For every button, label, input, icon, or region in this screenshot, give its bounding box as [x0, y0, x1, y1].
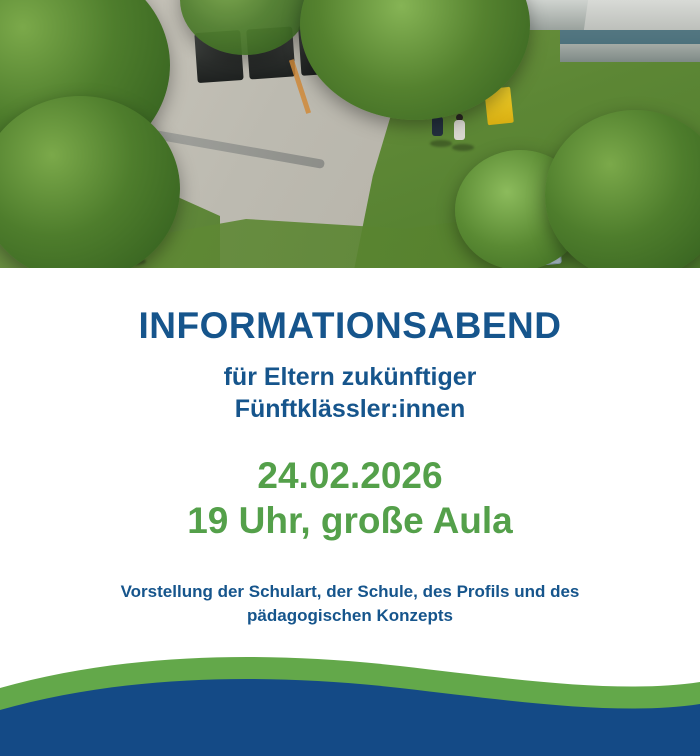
person-body [432, 116, 443, 136]
person-figure [454, 114, 465, 140]
footer-wave [0, 644, 700, 756]
event-date: 24.02.2026 [257, 454, 443, 496]
person-shadow [430, 140, 452, 147]
person-body [454, 120, 465, 140]
subtitle-line-1: für Eltern zukünftiger [223, 362, 477, 391]
event-description-line-2: pädagogischen Konzepts [247, 606, 453, 626]
event-description [70, 580, 630, 629]
event-description-line-1: Vorstellung der Schulart, der Schule, des Profils und des [120, 581, 580, 601]
subtitle [0, 361, 700, 425]
building-roof [560, 30, 700, 44]
footer-wave-graphic [0, 644, 700, 756]
event-time-location: 19 Uhr, große Aula [187, 500, 513, 542]
page-title: INFORMATIONSABEND [138, 305, 562, 346]
schoolyard-photo [0, 0, 700, 268]
person-shadow [452, 144, 474, 151]
subtitle-line-2: Fünftklässler:innen [234, 394, 466, 423]
